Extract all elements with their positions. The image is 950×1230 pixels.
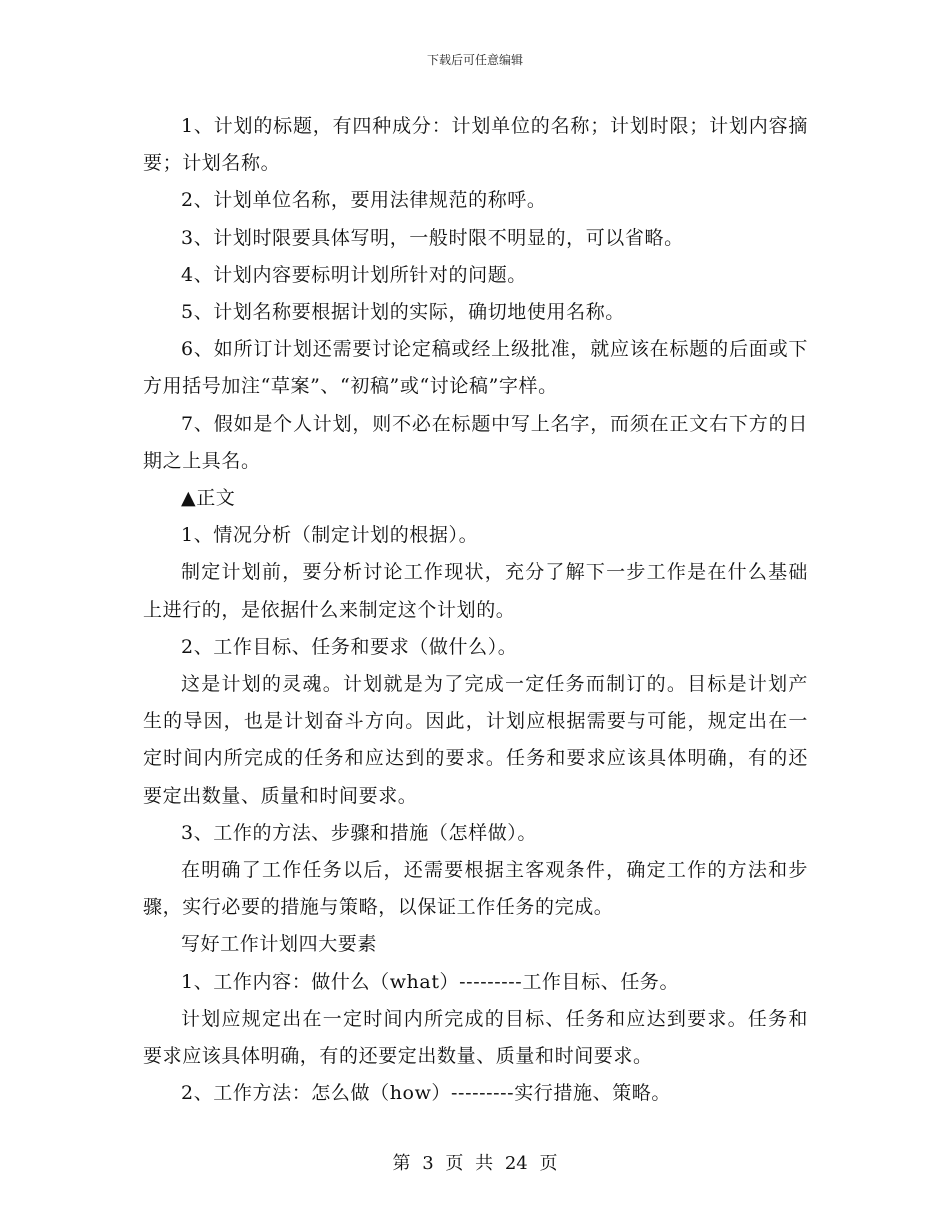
paragraph-methods-body: 在明确了工作任务以后，还需要根据主客观条件，确定工作的方法和步骤，实行必要的措施与策略，以保证工作任务的完成。 — [143, 859, 808, 919]
paragraph-unit-name: 2、计划单位名称，要用法律规范的称呼。 — [181, 189, 547, 212]
paragraph-time-limit: 3、计划时限要具体写明，一般时限不明显的，可以省略。 — [181, 226, 684, 249]
page-header: 下载后可任意编辑 — [426, 53, 523, 67]
section-heading-four-elements: 写好工作计划四大要素 — [181, 933, 378, 956]
paragraph-title-components: 1、计划的标题，有四种成分：计划单位的名称；计划时限；计划内容摘要；计划名称。 — [143, 115, 808, 175]
paragraph-analysis-body: 制定计划前，要分析讨论工作现状，充分了解下一步工作是在什么基础上进行的，是依据什么来制定这个计划的。 — [143, 561, 808, 621]
paragraph-goals-tasks: 2、工作目标、任务和要求（做什么）。 — [181, 635, 518, 658]
paragraph-draft-note: 6、如所订计划还需要讨论定稿或经上级批准，就应该在标题的后面或下方用括号加注“草案”、“初稿”或“讨论稿”字样。 — [143, 338, 808, 398]
paragraph-content-issue: 4、计划内容要标明计划所针对的问题。 — [181, 263, 527, 286]
section-heading-main-text: ▲正文 — [181, 487, 236, 510]
paragraph-work-content-body: 计划应规定出在一定时间内所完成的目标、任务和应达到要求。任务和要求应该具体明确，有的还要定出数量、质量和时间要求。 — [143, 1007, 808, 1068]
paragraph-work-method: 2、工作方法：怎么做（how）---------实行措施、策略。 — [181, 1082, 672, 1105]
paragraph-plan-name: 5、计划名称要根据计划的实际，确切地使用名称。 — [181, 301, 625, 324]
paragraph-work-content: 1、工作内容：做什么（what）---------工作目标、任务。 — [181, 970, 680, 993]
document-body — [143, 108, 808, 1112]
paragraph-goals-body: 这是计划的灵魂。计划就是为了完成一定任务而制订的。目标是计划产生的导因，也是计划奋斗方向。因此，计划应根据需要与可能，规定出在一定时间内所完成的任务和应达到的要求。任务和要求应该具体明确，有的还要定出数量、质量和时间要求。 — [143, 673, 808, 807]
paragraph-situation-analysis: 1、情况分析（制定计划的根据）。 — [181, 524, 479, 547]
paragraph-personal-plan: 7、假如是个人计划，则不必在标题中写上名字，而须在正文右下方的日期之上具名。 — [143, 412, 808, 472]
page-footer: 第 3 页 共 24 页 — [392, 1153, 558, 1174]
paragraph-methods-steps: 3、工作的方法、步骤和措施（怎样做）。 — [181, 821, 537, 844]
